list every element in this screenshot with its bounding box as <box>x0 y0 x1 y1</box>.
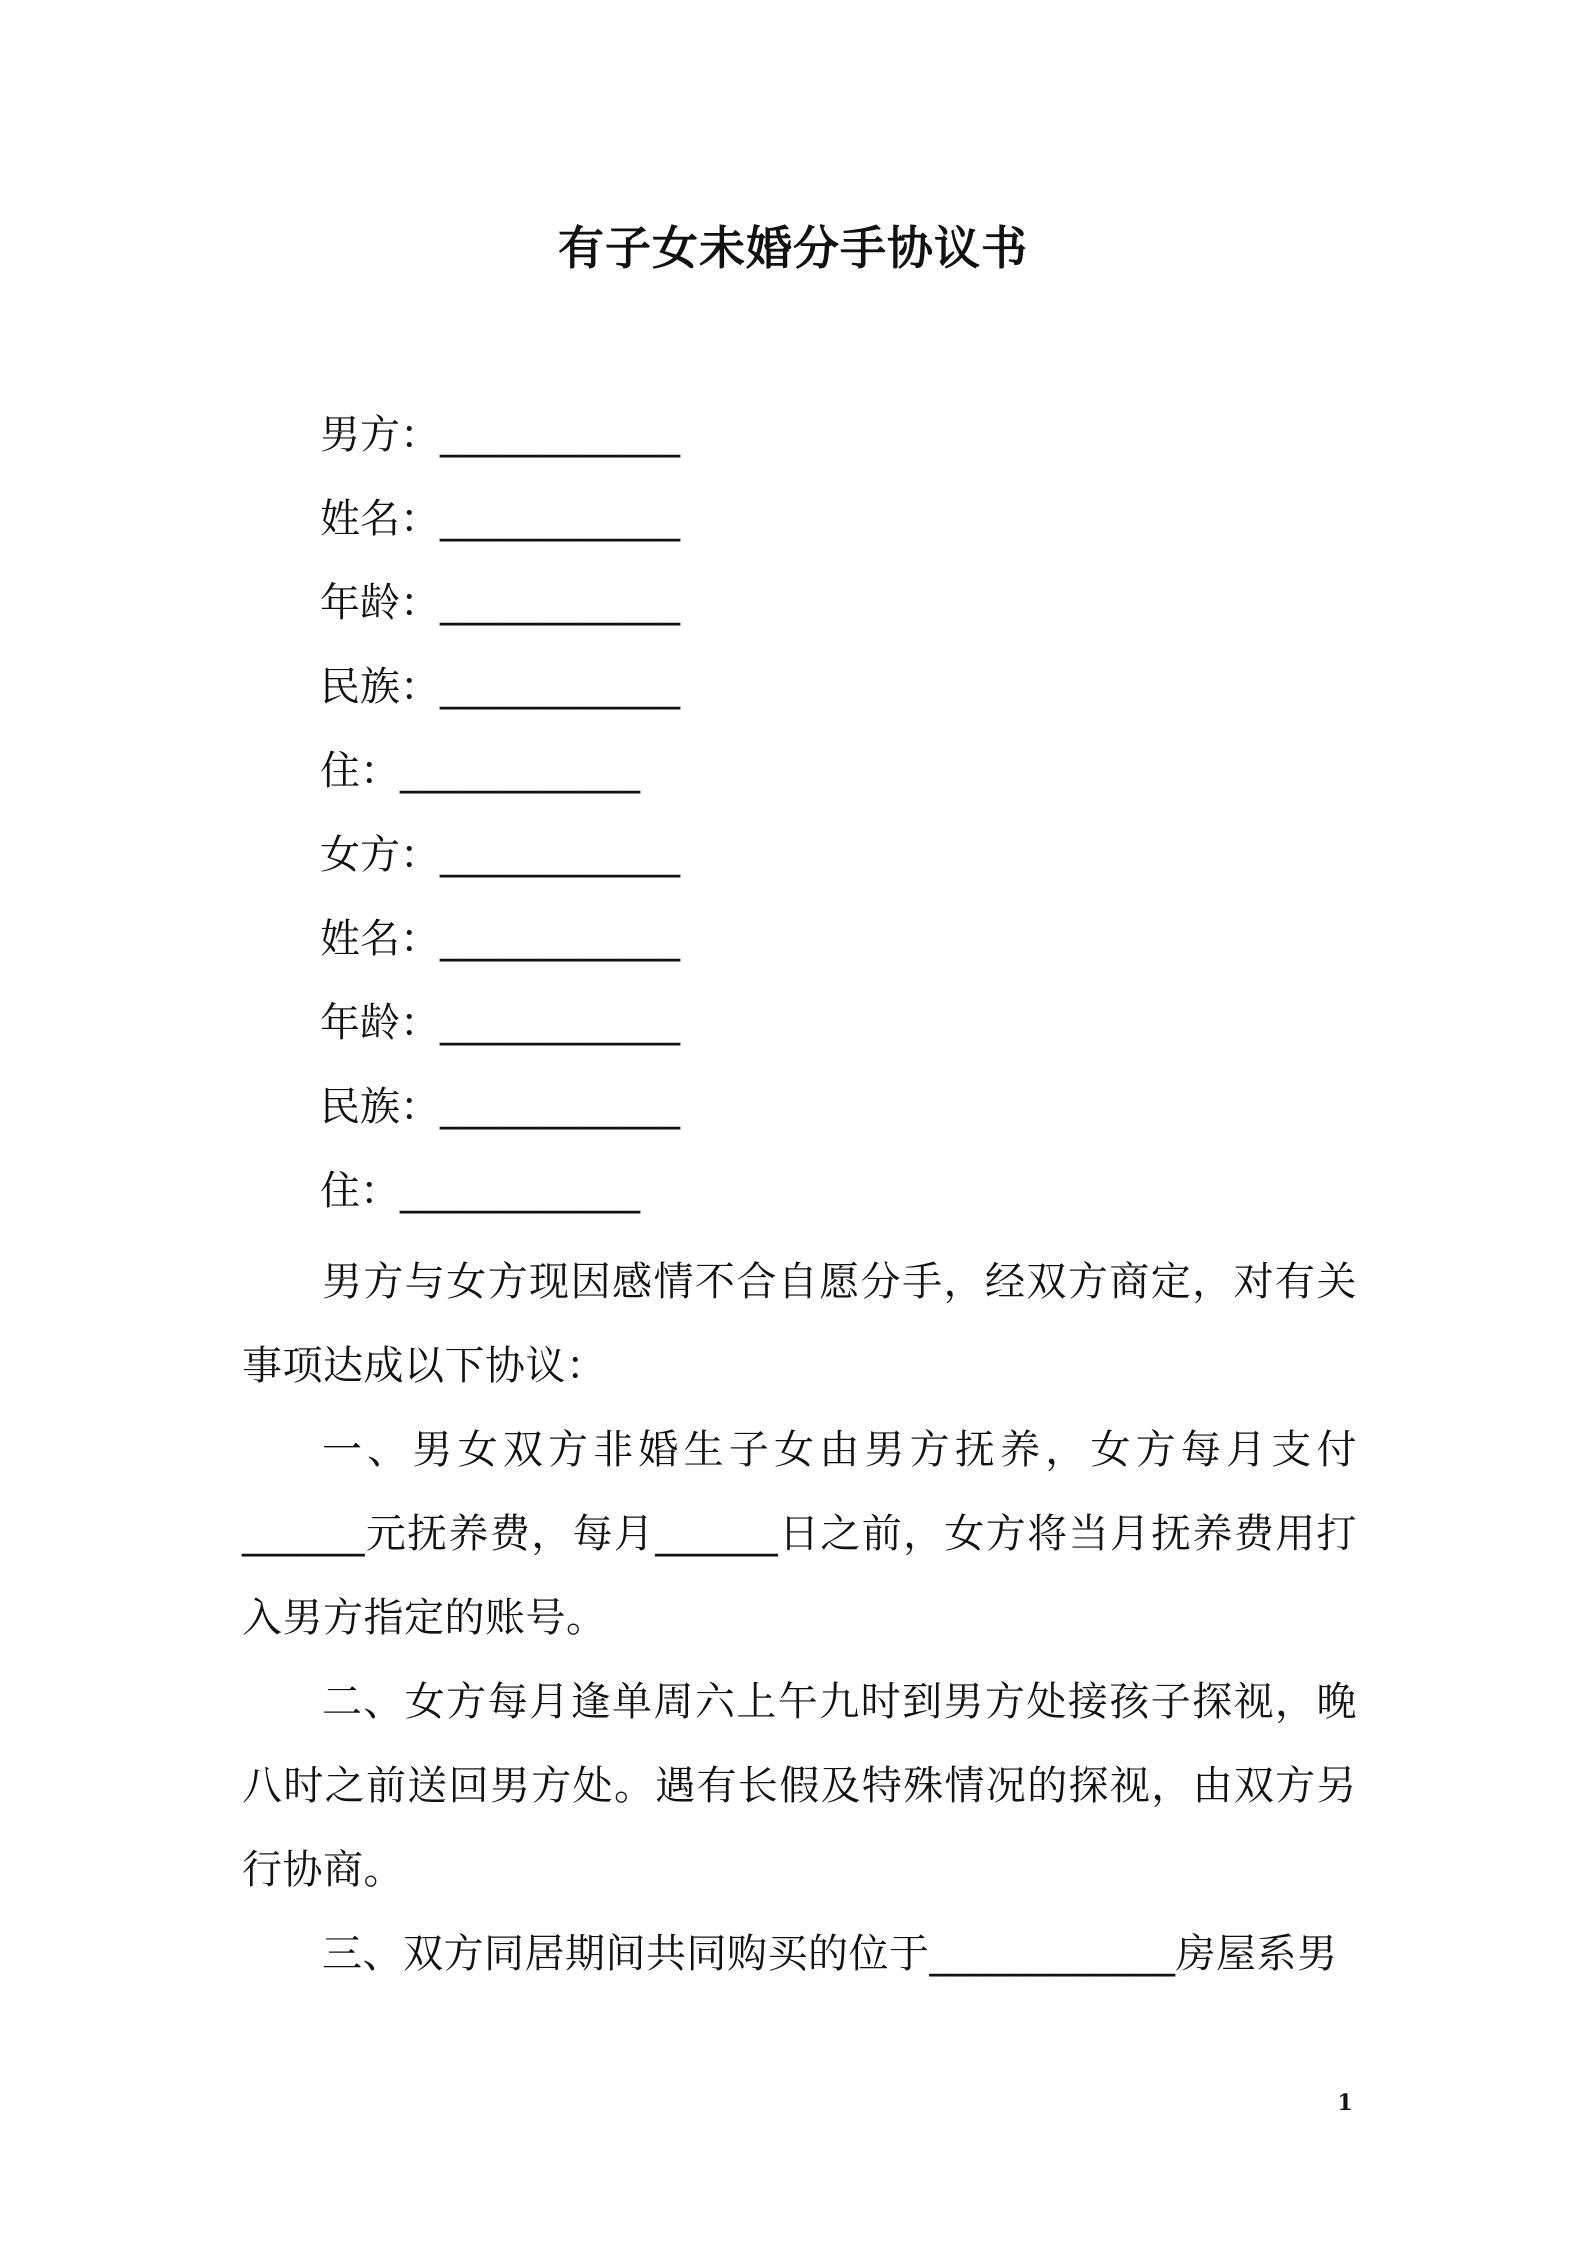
field-female-name: 姓名：____________ <box>320 916 680 962</box>
page-number: 1 <box>1337 2090 1353 2116</box>
field-female-ethnicity: 民族：____________ <box>320 1084 680 1130</box>
agreement-body <box>242 1240 1357 1996</box>
field-male-address: 住：____________ <box>320 748 640 794</box>
party-info-fields <box>320 405 1320 1245</box>
field-male-party: 男方：____________ <box>320 412 680 458</box>
paragraph-clause-3: 三、双方同居期间共同购买的位于____________房屋系男 <box>322 1931 1338 1977</box>
field-male-ethnicity: 民族：____________ <box>320 664 680 710</box>
paragraph-intro: 男方与女方现因感情不合自愿分手，经双方商定，对有关事项达成以下协议： <box>242 1259 1357 1389</box>
paragraph-clause-1: 一、男女双方非婚生子女由男方抚养，女方每月支付______元抚养费，每月______日之前，女方将当月抚养费用打入男方指定的账号。 <box>242 1427 1357 1641</box>
field-male-name: 姓名：____________ <box>320 496 680 542</box>
field-male-age: 年龄：____________ <box>320 580 680 626</box>
field-female-age: 年龄：____________ <box>320 1000 680 1046</box>
document-title: 有子女未婚分手协议书 <box>558 221 1028 275</box>
field-female-address: 住：____________ <box>320 1168 640 1214</box>
field-female-party: 女方：____________ <box>320 832 680 878</box>
paragraph-clause-2: 二、女方每月逢单周六上午九时到男方处接孩子探视，晚八时之前送回男方处。遇有长假及特殊情况的探视，由双方另行协商。 <box>242 1679 1357 1893</box>
